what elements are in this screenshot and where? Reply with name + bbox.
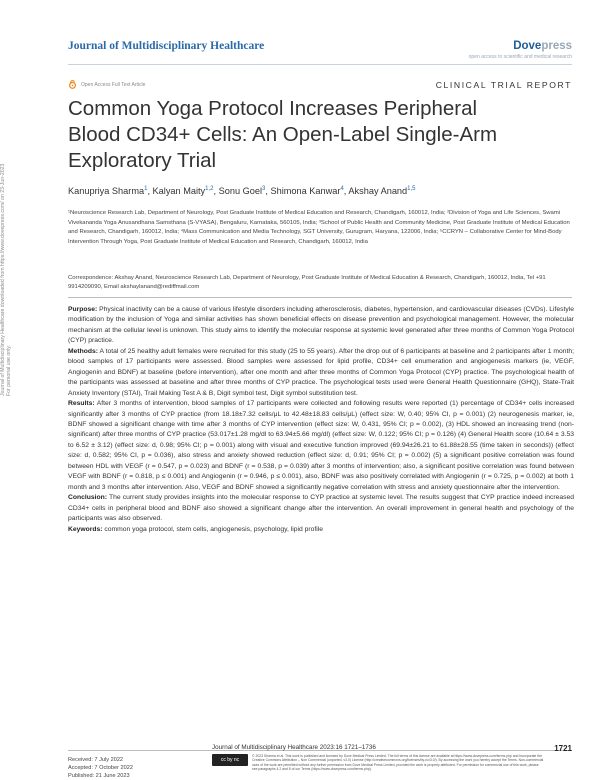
abstract-purpose xyxy=(68,305,574,347)
keywords-text: common yoga protocol, stem cells, angiogenesis, psychology, lipid profile xyxy=(104,525,324,533)
article-title: Common Yoga Protocol Increases Peripheral Blood CD34+ Cells: An Open-Label Single-Arm Exploratory Trial xyxy=(68,97,498,172)
publisher-suffix: press xyxy=(541,40,572,52)
author-list: Kanupriya Sharma$^1$, Kalyan Maity$^{1,2}$, Sonu Goel$^3$, Shimona Kanwar$^4$, Akshay Anand$^{1,5}$ xyxy=(68,186,416,197)
publisher-main: Dove xyxy=(513,40,542,52)
results-label: Results: xyxy=(68,400,95,408)
author-name[interactable]: Kanupriya Sharma xyxy=(68,186,145,197)
published-date: Published: 21 June 2023 xyxy=(68,773,130,779)
open-access-text: Open Access Full Text Article xyxy=(81,81,146,88)
author-affiliation-marker: 3 xyxy=(262,186,266,192)
header-divider xyxy=(68,64,572,65)
cc-license-badge-icon[interactable]: cc by nc xyxy=(212,754,248,766)
open-access-icon xyxy=(68,80,77,89)
affiliations xyxy=(68,209,574,247)
author-name[interactable]: Shimona Kanwar xyxy=(270,186,341,197)
abstract-methods xyxy=(68,347,574,399)
purpose-label: Purpose: xyxy=(68,306,98,313)
author-affiliation-marker: 1,2 xyxy=(205,186,214,192)
abstract xyxy=(68,305,574,535)
license-text: © 2023 Sharma et al. This work is published and licensed by Dove Medical Press Limited. The full terms of this license are available at https://www.dovepress.com/terms.php and incorporate the Creative Commons Attribution – Non Commercial (unported, v3.0) License (http://creativecommons.org/licenses/by-nc/3.0/). By accessing the work you hereby accept the Terms. Non-commercial uses of the work are permitted without any further permission from Dove Medical Press Limited, provided the work is properly attributed. For permission for commercial use of this work, please see paragraphs 4.2 and 5 of our Terms (https://www.dovepress.com/terms.php). xyxy=(252,754,544,771)
abstract-divider-top xyxy=(68,297,572,298)
correspondence xyxy=(68,268,574,299)
affiliations-text: ¹Neuroscience Research Lab, Department of Neurology, Post Graduate Institute of Medical Education and Research, Chandigarh, 160012, India; ²Division of Yoga and Life Sciences, Swami Vivekananda Yoga Anusandhana Samsthana (S-VYASA), Bengaluru, Karnataka, 560105, India; ³School of Public Health and Community Medicine, Post Graduate Institute of Medical Education and Research, Chandigarh, 160012, India; ⁴Mass Communication and Media Technology, SGT University, Gurugram, Haryana, 122006, India; ⁵CCRYN – Collaborative Center for Mind-Body Intervention Through Yoga, Post Graduate Institute of Medical Education and Research, Chandigarh, 160012, India xyxy=(68,210,570,245)
article-type: CLINICAL TRIAL REPORT xyxy=(435,80,572,90)
footer-citation[interactable]: Journal of Multidisciplinary Healthcare 2023:16 1721–1736 xyxy=(212,744,376,751)
methods-label: Methods: xyxy=(68,347,98,355)
author-affiliation-marker: 4 xyxy=(340,186,344,192)
author-affiliation-marker: 1,5 xyxy=(407,186,416,192)
accepted-date: Accepted: 7 October 2022 xyxy=(68,765,133,771)
author-name[interactable]: Akshay Anand xyxy=(348,186,408,197)
abstract-results xyxy=(68,399,574,493)
results-text: After 3 months of intervention, blood samples of 17 participants were collected and following results were reported (1) percentage of CD34+ cells increased significantly after 3 months of CYP practice (from 18.18±7.32 cells/μL to 42.48±18.83 cells/μL) (effect size: W, 0.40; 95% CI, p = 0.001) (2) neurogenesis marker, ie, BDNF showed a significant change with time after 3 months of CYP intervention (effect size: W, 0.431, 95% CI; p = 0.002), (3) HDL showed an increasing trend (non-significant) after three months of CYP practice (53.017±1.28 mg/dl to 63.94±5.66 mg/dl) (effect size: W, 0.122; 95% CI; p = 0.126) (4) General Health score (10.64 ± 3.53 to 6.52 ± 3.12) (effect size: d, 0.98; 95% CI; p = 0.001) along with visual and executive function improved (69.94±26.21 to 61.88±28.55 (time taken in seconds)) (effect size: d, 0.582; 95% CI, p = 0.036), also stress and anxiety showed reduction (effect size: d, 0.91; 95% CI; p = 0.002) (5) a significant positive correlation was found between HDL with VEGF (r = 0.547, p = 0.023) and BDNF (r = 0.538, p = 0.039) after 3 months of intervention; also, a significant positive correlation was found between VEGF with BDNF (r = 0.818, p ≤ 0.001) and Angiogenin (r = 0.946, p ≤ 0.001), also, BDNF was also positively correlated with Angiogenin (r = 0.725, p = 0.002) at both 1 month and 3 months after intervention. Also, VEGF and BDNF showed a significantly negative correlation with stress and anxiety questionnaire after the intervention. xyxy=(68,400,574,491)
abstract-keywords xyxy=(68,525,574,535)
author-affiliation-marker: 1 xyxy=(144,186,148,192)
abstract-conclusion xyxy=(68,493,574,524)
page-number: 1721 xyxy=(554,744,572,753)
author-name[interactable]: Kalyan Maity xyxy=(152,186,206,197)
methods-text: A total of 25 healthy adult females were recruited for this study (25 to 55 years). After the drop out of 6 participants at baseline and 2 participants after 1 month; blood samples of 17 participants were assessed. Blood samples were assessed for lipid profile, CD34+ cell enumeration and angiogenesis markers (ie, VEGF, Angiogenin and BDNF) at baseline (before intervention), after one month and after three months of Common Yoga Protocol (CYP) practice. The psychological health of the participants was assessed at baseline and after three months of CYP practice. The psychological tests used were General Health Questionnaire (GHQ), State-Trait Anxiety Inventory (STAI), Trail Making Test A & B, Digit symbol test, Digit symbol substitution test. xyxy=(68,347,574,397)
keywords-label: Keywords: xyxy=(68,525,103,533)
conclusion-text: The current study provides insights into the molecular response to CYP practice at systemic level. The results suggest that CYP practice indeed increased CD34+ cells in peripheral blood and BDNF also showed a significant change after the intervention. An overall improvement in general health and psychology of the participants was also observed. xyxy=(68,494,574,523)
publisher-logo[interactable] xyxy=(513,40,572,52)
received-date: Received: 7 July 2022 xyxy=(68,757,124,763)
license-block xyxy=(212,754,544,771)
conclusion-label: Conclusion: xyxy=(68,494,107,502)
publisher-tagline: open access to scientific and medical research xyxy=(468,54,572,60)
correspondence-text: Correspondence: Akshay Anand, Neuroscience Research Lab, Department of Neurology, Post Graduate Institute of Medical Education & Research, Chandigarh, 160012, India, Tel +91 9914209090, Email akshaylanand@rediffmail.com xyxy=(68,274,546,291)
purpose-text: Physical inactivity can be a cause of various lifestyle disorders including atherosclerosis, diabetes, hypertension, and cardiovascular diseases (CVDs). Lifestyle modification by the inclusion of Yoga and similar activities has shown beneficial effects on disease prevention and psychological management. However, the molecular mechanism at the cellular level is unknown. This study aims to identify the molecular response at systemic level generated after three months of Common Yoga Protocol (CYP) practice. xyxy=(68,306,574,345)
article-dates xyxy=(68,756,133,780)
journal-name[interactable]: Journal of Multidisciplinary Healthcare xyxy=(68,40,265,52)
open-access-label xyxy=(68,80,145,89)
author-name[interactable]: Sonu Goel xyxy=(218,186,263,197)
